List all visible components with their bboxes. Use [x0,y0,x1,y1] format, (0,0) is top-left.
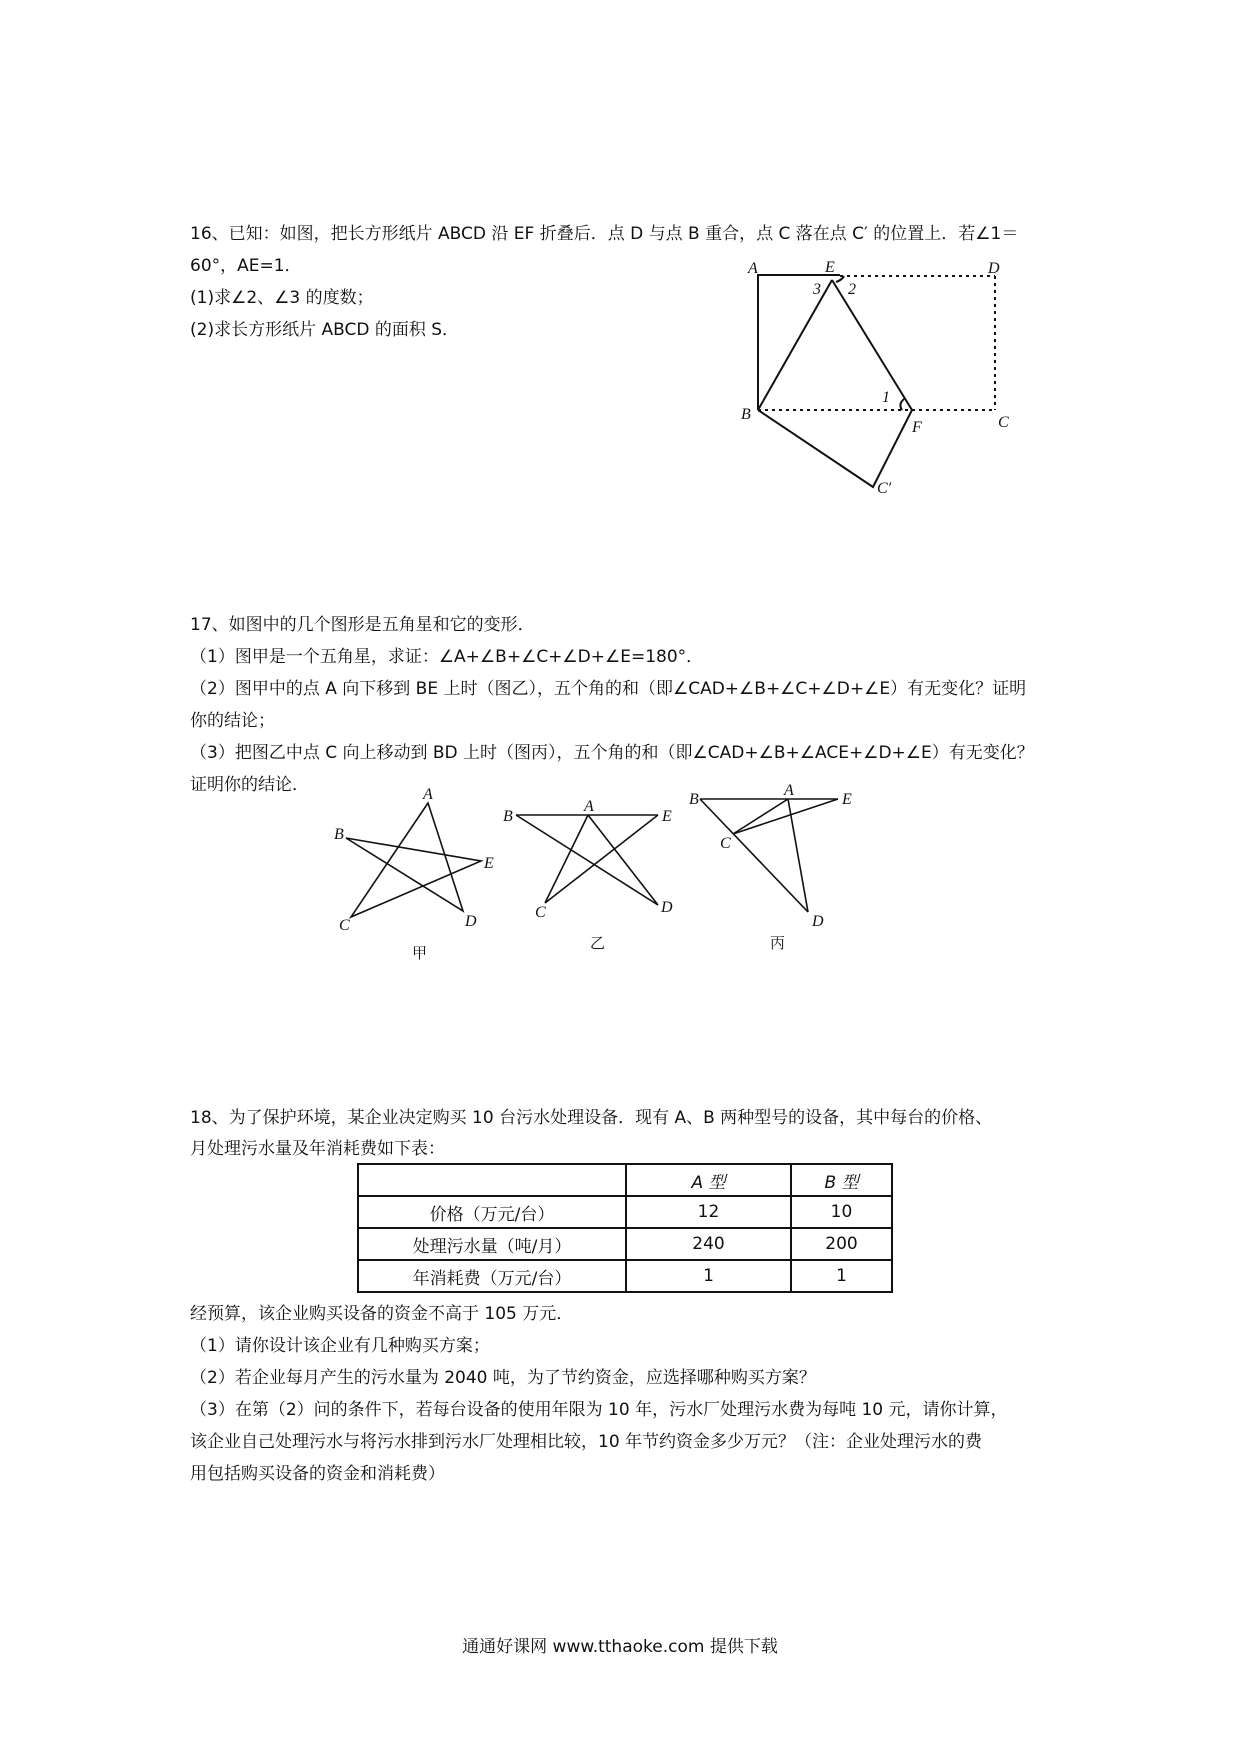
table-row [358,1260,892,1292]
angle-2-arc [836,276,844,282]
table-header-cell: B 型 [791,1164,892,1196]
yi-label-B: B [503,808,513,825]
table-cell: 10 [791,1196,892,1228]
bing-line-BD [700,799,808,912]
table-cell: 价格（万元/台） [358,1196,626,1228]
q18-line2: 月处理污水量及年消耗费如下表： [190,1139,445,1159]
yi-line-AD [588,815,658,905]
q17-part3b: 证明你的结论． [190,775,309,795]
yi-line-BD [516,815,658,905]
label-angle-2: 2 [848,281,856,298]
q16-part1: (1)求∠2、∠3 的度数； [190,288,374,308]
label-F: F [912,419,922,436]
yi-label-D: D [661,899,673,916]
q18-part3b: 该企业自己处理污水与将污水排到污水厂处理相比较，10 年节约资金多少万元？（注：企业处理污水的费 [190,1432,983,1452]
jia-label-A: A [423,786,433,803]
label-Cprime: C′ [877,480,892,497]
fold-edge-EB [758,280,832,410]
q18-line1: 18、为了保护环境，某企业决定购买 10 台污水处理设备．现有 A、B 两种型号的设备，其中每台的价格、 [190,1108,993,1128]
yi-label-E: E [662,808,672,825]
q17-part2a: （2）图甲中的点 A 向下移到 BE 上时（图乙），五个角的和（即∠CAD+∠B+∠C+∠D+∠E）有无变化？证明 [190,679,1027,699]
bing-label-A: A [784,782,794,799]
q16-part2: (2)求长方形纸片 ABCD 的面积 S． [190,320,460,340]
q17-part1: （1）图甲是一个五角星，求证：∠A+∠B+∠C+∠D+∠E=180°． [190,647,704,667]
table-cell: 200 [791,1228,892,1260]
table-header-cell: A 型 [626,1164,791,1196]
jia-label-B: B [334,826,344,843]
q18-budget: 经预算，该企业购买设备的资金不高于 105 万元． [190,1304,574,1324]
table-cell: 处理污水量（吨/月） [358,1228,626,1260]
q18-part3a: （3）在第（2）问的条件下，若每台设备的使用年限为 10 年，污水厂处理污水费为每吨 10 元，请你计算， [190,1400,1008,1420]
bing-label-E: E [842,791,852,808]
bing-line-AC [733,799,788,834]
page-footer: 通通好课网 www.tthaoke.com 提供下载 [462,1637,778,1657]
q18-part1: （1）请你设计该企业有几种购买方案； [190,1336,490,1356]
yi-line-CE [545,815,658,903]
table-cell: 12 [626,1196,791,1228]
jia-label-D: D [465,913,477,930]
table-header-row [358,1164,892,1196]
angle-1-arc [900,399,904,410]
table-cell: 1 [626,1260,791,1292]
label-D: D [988,260,1000,277]
label-E: E [825,259,835,276]
q16-line1: 16、已知：如图，把长方形纸片 ABCD 沿 EF 折叠后．点 D 与点 B 重合，点 C 落在点 C′ 的位置上．若∠1＝ [190,224,1019,244]
jia-label-C: C [339,917,350,934]
yi-label-A: A [584,798,594,815]
caption-bing: 丙 [770,934,786,952]
q17-part2b: 你的结论； [190,711,275,731]
label-A: A [748,260,758,277]
table-cell: 240 [626,1228,791,1260]
rect-left-edge [758,275,840,410]
equipment-table [357,1163,893,1293]
q17-line1: 17、如图中的几个图形是五角星和它的变形． [190,615,535,635]
table-cell: 年消耗费（万元/台） [358,1260,626,1292]
label-angle-1: 1 [882,389,890,406]
caption-yi: 乙 [590,934,606,952]
bing-line-CE [733,799,838,834]
table-cell: 1 [791,1260,892,1292]
bing-label-D: D [812,913,824,930]
bing-label-B: B [689,791,699,808]
jia-label-E: E [484,855,494,872]
table-header-cell [358,1164,626,1196]
fold-edge-EF [832,280,912,410]
q17-part3a: （3）把图乙中点 C 向上移动到 BD 上时（图丙），五个角的和（即∠CAD+∠B+∠ACE+∠D+∠E）有无变化？ [190,743,1034,763]
label-C: C [998,414,1009,431]
yi-label-C: C [535,904,546,921]
bing-label-C: C [720,835,731,852]
table-row [358,1196,892,1228]
q16-line2: 60°，AE=1． [190,256,302,276]
table-row [358,1228,892,1260]
q18-part3c: 用包括购买设备的资金和消耗费） [190,1464,445,1484]
bing-line-AD [788,799,808,912]
q18-part2: （2）若企业每月产生的污水量为 2040 吨，为了节约资金，应选择哪种购买方案？ [190,1368,816,1388]
yi-line-AC [545,815,588,903]
star-jia [346,803,481,917]
caption-jia: 甲 [412,944,428,962]
label-angle-3: 3 [813,281,821,298]
label-B: B [741,406,751,423]
flap-BCpF [758,410,912,487]
